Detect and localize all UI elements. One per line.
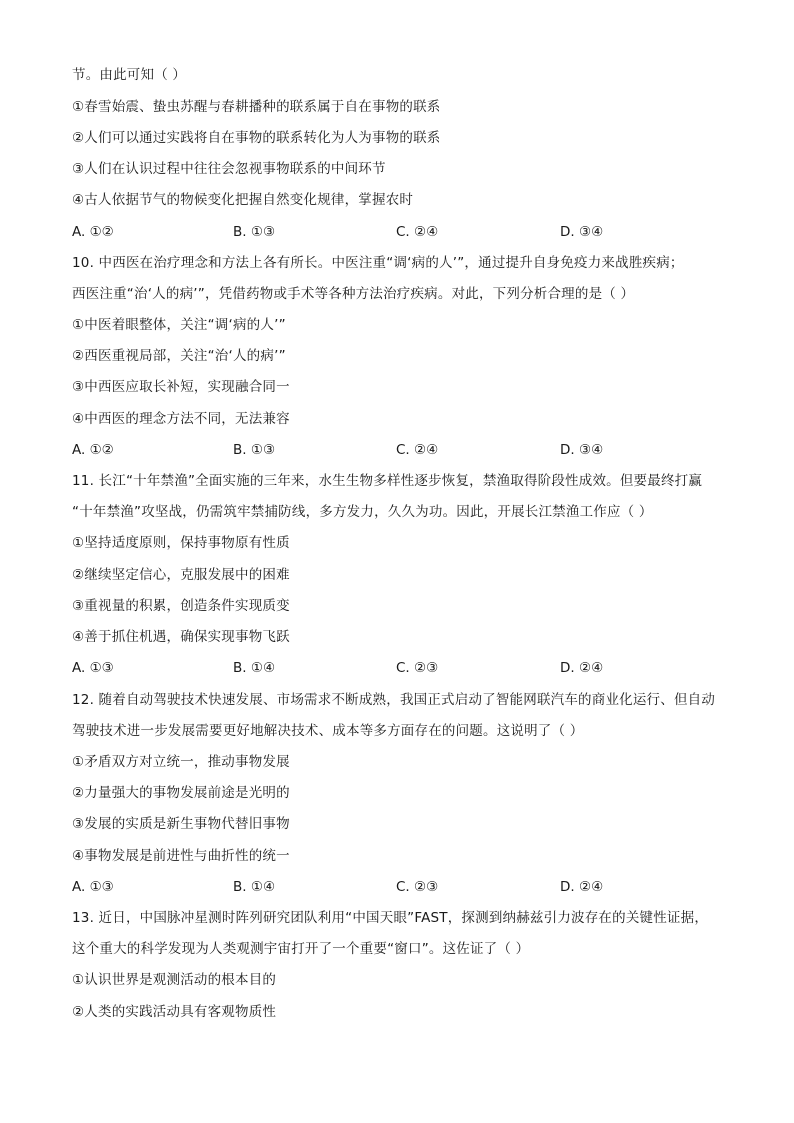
q9-option-d: D. ③④	[560, 224, 604, 240]
q11-option-d: D. ②④	[560, 660, 604, 676]
q10-statement-3: ③中西医应取长补短，实现融合同一	[72, 379, 290, 395]
q12-options	[72, 877, 732, 897]
q10-option-b: B. ①③	[233, 442, 276, 458]
q12-stem-line-1: 12. 随着自动驾驶技术快速发展、市场需求不断成熟，我国正式启动了智能网联汽车的商业化运行、但自动	[72, 692, 716, 708]
q13-stem-line-1: 13. 近日，中国脉冲星测时阵列研究团队利用“中国天眼”FAST，探测到纳赫兹引力波存在的关键性证据，	[72, 910, 709, 926]
q11-statement-3: ③重视量的积累，创造条件实现质变	[72, 598, 290, 614]
q13-stem-line-2: 这个重大的科学发现为人类观测宇宙打开了一个重要“窗口”。这佐证了（ ）	[72, 941, 530, 957]
q12-statement-1: ①矛盾双方对立统一，推动事物发展	[72, 754, 290, 770]
q9-statement-1: ①春雪始震、蛰虫苏醒与春耕播种的联系属于自在事物的联系	[72, 99, 441, 115]
q10-statement-2: ②西医重视局部，关注“治‘人的病’”	[72, 348, 286, 364]
q9-option-c: C. ②④	[396, 224, 439, 240]
q12-option-a: A. ①③	[72, 879, 114, 895]
q11-option-b: B. ①④	[233, 660, 276, 676]
q10-option-a: A. ①②	[72, 442, 114, 458]
q12-option-b: B. ①④	[233, 879, 276, 895]
q11-stem-line-1: 11. 长江“十年禁渔”全面实施的三年来，水生生物多样性逐步恢复，禁渔取得阶段性成效。但要最终打赢	[72, 473, 703, 489]
q12-option-c: C. ②③	[396, 879, 439, 895]
q9-statement-3: ③人们在认识过程中往往会忽视事物联系的中间环节	[72, 161, 386, 177]
q10-stem-line-1: 10. 中西医在治疗理念和方法上各有所长。中医注重“调‘病的人’”，通过提升自身免疫力来战胜疾病；	[72, 255, 684, 271]
q9-option-a: A. ①②	[72, 224, 114, 240]
q10-statement-4: ④中西医的理念方法不同，无法兼容	[72, 411, 290, 427]
q10-options	[72, 440, 732, 460]
q10-option-c: C. ②④	[396, 442, 439, 458]
q12-statement-3: ③发展的实质是新生事物代替旧事物	[72, 816, 290, 832]
q12-stem-line-2: 驾驶技术进一步发展需要更好地解决技术、成本等多方面存在的问题。这说明了（ ）	[72, 723, 584, 739]
q13-statement-2: ②人类的实践活动具有客观物质性	[72, 1004, 277, 1020]
q12-statement-2: ②力量强大的事物发展前途是光明的	[72, 785, 290, 801]
q11-statement-1: ①坚持适度原则，保持事物原有性质	[72, 535, 290, 551]
q10-stem-line-2: 西医注重“治‘人的病’”，凭借药物或手术等各种方法治疗疾病。对此，下列分析合理的是（ ）	[72, 286, 635, 302]
q11-stem-line-2: “十年禁渔”攻坚战，仍需筑牢禁捕防线，多方发力，久久为功。因此，开展长江禁渔工作应（ ）	[72, 504, 653, 520]
q9-options	[72, 222, 732, 242]
q9-stem-end: 节。由此可知（ ）	[72, 67, 187, 83]
q11-statement-4: ④善于抓住机遇，确保实现事物飞跃	[72, 629, 290, 645]
q12-option-d: D. ②④	[560, 879, 604, 895]
q9-option-b: B. ①③	[233, 224, 276, 240]
q11-option-c: C. ②③	[396, 660, 439, 676]
q10-statement-1: ①中医着眼整体，关注“调‘病的人’”	[72, 317, 286, 333]
q10-option-d: D. ③④	[560, 442, 604, 458]
q9-statement-4: ④古人依据节气的物候变化把握自然变化规律，掌握农时	[72, 192, 414, 208]
q9-statement-2: ②人们可以通过实践将自在事物的联系转化为人为事物的联系	[72, 130, 441, 146]
q11-statement-2: ②继续坚定信心，克服发展中的困难	[72, 567, 290, 583]
q11-option-a: A. ①③	[72, 660, 114, 676]
q12-statement-4: ④事物发展是前进性与曲折性的统一	[72, 848, 290, 864]
q11-options	[72, 658, 732, 678]
q13-statement-1: ①认识世界是观测活动的根本目的	[72, 972, 277, 988]
